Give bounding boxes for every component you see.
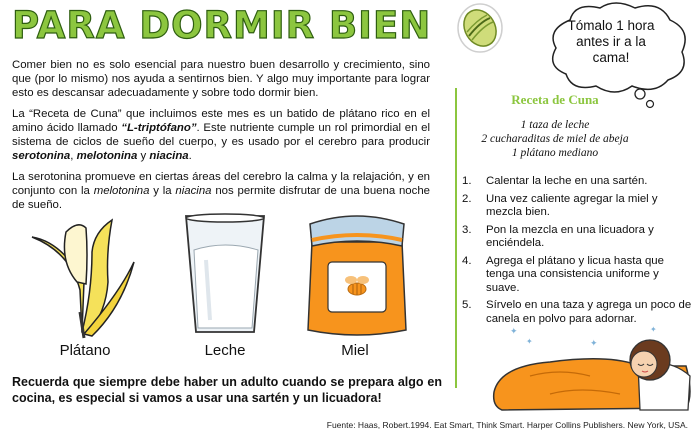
intro-paragraph-1: Comer bien no es solo esencial para nuestro buen desarrollo y crecimiento, sino que (por lo mismo) nos ayuda a sentirnos bien. Y algo muy importante para lograr esto es descansar adecuadamente y sobre todo dormir bien. bbox=[12, 59, 430, 99]
recipe-step bbox=[462, 175, 694, 189]
p2-end: . bbox=[188, 150, 192, 162]
p3-niacina: niacina bbox=[175, 185, 212, 197]
recipe-step bbox=[462, 255, 694, 296]
banana-icon bbox=[22, 212, 142, 340]
serotonina-term: serotonina bbox=[12, 150, 71, 162]
recipe-title: Receta de Cuna bbox=[511, 92, 599, 107]
step-number: 3. bbox=[462, 223, 472, 236]
step-text: Agrega el plátano y licua hasta que tenga una consistencia uniforme y suave. bbox=[486, 254, 664, 294]
step-number: 5. bbox=[462, 299, 472, 311]
p2-text-a: La “Receta de Cuna” que incluimos este mes es un batido de plátano rico en el amino ácido llamado bbox=[12, 108, 430, 134]
p3-text-a: La serotonina promueve en ciertas áreas del cerebro la calma y la relajación, y en conjunto con la bbox=[12, 171, 430, 197]
step-text: Calentar la leche en una sartén. bbox=[486, 175, 648, 187]
intro-paragraph-3 bbox=[12, 170, 430, 212]
niacina-term: niacina bbox=[149, 150, 189, 162]
safety-note: Recuerda que siempre debe haber un adulto cuando se prepara algo en cocina, es especial si vamos a usar una sartén y un licuadora! bbox=[12, 375, 442, 405]
milk-glass-icon bbox=[180, 210, 270, 338]
melotonina-term: melotonina bbox=[76, 150, 138, 162]
p3-melotonina: melotonina bbox=[93, 185, 150, 197]
p2-and: y bbox=[137, 150, 150, 162]
tryptophan-term: “L-triptófano” bbox=[121, 122, 197, 134]
recipe-steps bbox=[462, 175, 694, 330]
step-text: Sírvelo en una taza y agrega un poco de canela en polvo para adornar. bbox=[486, 299, 692, 325]
recipe-step bbox=[462, 193, 694, 220]
p2-text-b: . Este nutriente cumple un rol primordial en el sistema de ciclos de sueño del cuerpo, y es usado por el cerebro para producir bbox=[12, 122, 431, 148]
melon-seed-icon bbox=[455, 2, 505, 54]
ingredient-item: 1 plátano mediano bbox=[511, 147, 599, 159]
page-title: PARA DORMIR BIEN bbox=[12, 4, 432, 47]
svg-text:✦: ✦ bbox=[526, 337, 533, 346]
sleeping-child-icon bbox=[490, 336, 696, 414]
ingredients-list bbox=[462, 118, 648, 160]
step-number: 2. bbox=[462, 192, 472, 205]
p3-text-b: nos permite disfrutar de una buena noche de sueño. bbox=[12, 185, 430, 211]
step-text: Pon la mezcla en una licuadora y enciéndela. bbox=[486, 223, 654, 249]
intro-paragraph-2 bbox=[12, 107, 430, 163]
food-label-platano: Plátano bbox=[59, 342, 111, 359]
ingredient-item: 1 taza de leche bbox=[520, 119, 590, 131]
svg-text:✦: ✦ bbox=[510, 327, 518, 337]
svg-text:✦: ✦ bbox=[590, 339, 598, 349]
p3-and: y la bbox=[149, 185, 176, 197]
intro-text bbox=[12, 58, 430, 219]
ingredient-item: 2 cucharaditas de miel de abeja bbox=[481, 133, 629, 145]
recipe-step bbox=[462, 224, 694, 251]
bubble-text: Tómalo 1 hora antes ir a la cama! bbox=[567, 18, 655, 65]
food-label-leche: Leche bbox=[204, 342, 246, 359]
p2-comma: , bbox=[70, 150, 77, 162]
step-number: 4. bbox=[462, 254, 472, 267]
bee-icon bbox=[339, 272, 375, 302]
step-number: 1. bbox=[462, 175, 472, 187]
source-citation: Fuente: Haas, Robert.1994. Eat Smart, Think Smart. Harper Collins Publishers. New York, USA. bbox=[326, 420, 688, 430]
food-label-miel: Miel bbox=[341, 342, 369, 359]
column-divider bbox=[455, 88, 457, 388]
step-text: Una vez caliente agregar la miel y mezcla bien. bbox=[486, 192, 658, 218]
svg-text:✦: ✦ bbox=[650, 325, 657, 334]
